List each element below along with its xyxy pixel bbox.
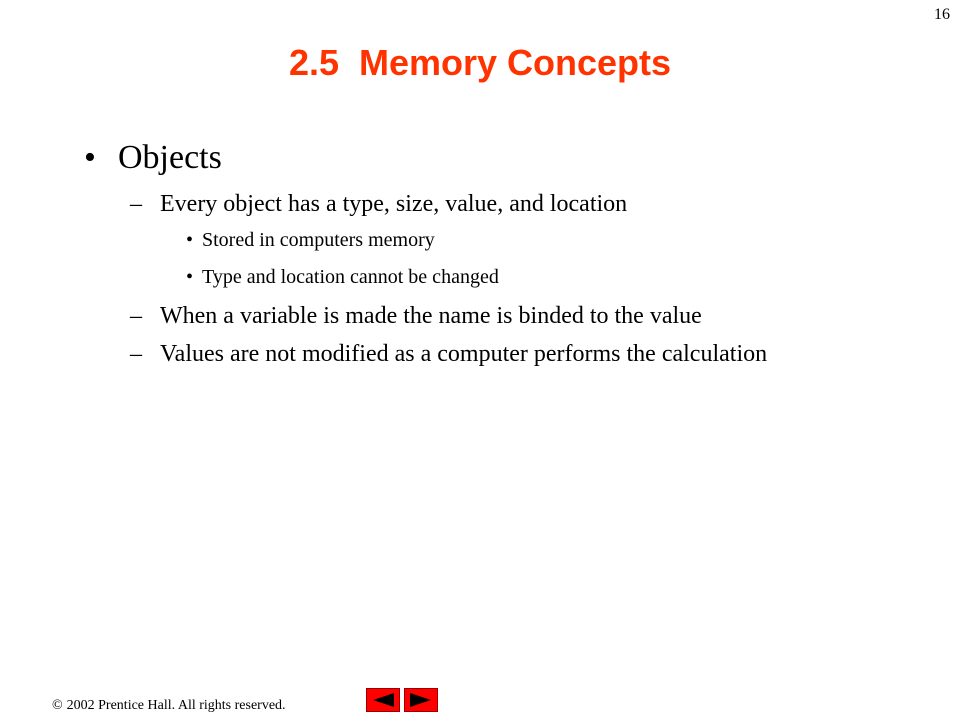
next-slide-button[interactable] <box>404 688 438 712</box>
page-number: 16 <box>934 6 950 23</box>
footer <box>52 698 286 714</box>
previous-slide-button[interactable] <box>366 688 400 712</box>
dash-marker: – <box>130 191 142 217</box>
point-1 <box>130 186 884 222</box>
subpoint-1-2-text: Type and location cannot be changed <box>202 266 499 288</box>
point-3 <box>130 336 884 372</box>
dash-marker: – <box>130 303 142 329</box>
footer-text: 2002 Prentice Hall. All rights reserved. <box>66 698 286 713</box>
subpoint-1-2 <box>186 261 884 293</box>
slide-content <box>84 136 884 374</box>
heading-objects: Objects <box>118 139 222 176</box>
bullet-marker: • <box>186 229 194 251</box>
left-arrow-icon <box>370 692 396 708</box>
point-2-text: When a variable is made the name is binded to the value <box>160 303 702 329</box>
subpoint-1-1-text: Stored in computers memory <box>202 229 435 251</box>
subpoint-1-1 <box>186 224 884 256</box>
bullet-marker: • <box>84 139 96 176</box>
bullet-marker: • <box>186 266 194 288</box>
slide-title: 2.5 Memory Concepts <box>288 42 672 83</box>
point-1-text: Every object has a type, size, value, and location <box>160 191 628 217</box>
slide-navigation <box>366 688 438 712</box>
point-3-text: Values are not modified as a computer performs the calculation <box>160 341 768 367</box>
bullet-objects <box>84 136 884 180</box>
right-arrow-icon <box>408 692 434 708</box>
point-2 <box>130 298 884 334</box>
copyright-symbol: © <box>52 698 63 713</box>
dash-marker: – <box>130 341 142 367</box>
